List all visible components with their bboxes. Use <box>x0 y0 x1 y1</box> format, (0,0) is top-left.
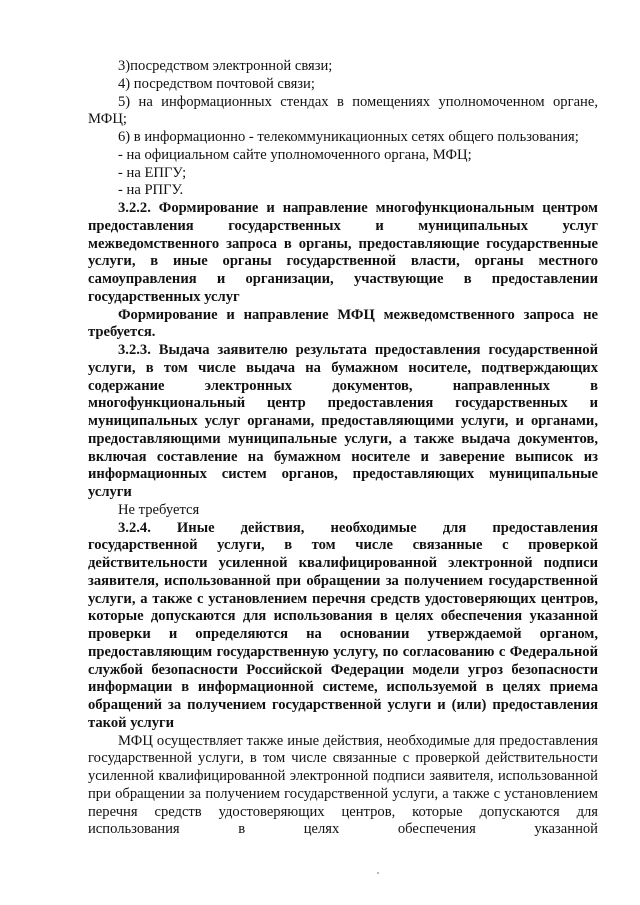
list-item-postal: 4) посредством почтовой связи; <box>118 75 315 92</box>
section-3-2-4-text: МФЦ осуществляет также иные действия, необходимые для предоставления государственной услуги, в том числе связанные с проверкой действительности усиленной квалифицированной электронной подписи заявителя, использованной при обращении за получением государственной услуги, а также с установлением перечня средств удостоверяющих центров, которые допускаются для использования в целях обеспечения указанной <box>88 732 598 838</box>
section-3-2-4-heading: 3.2.4. Иные действия, необходимые для предоставления государственной услуги, в том числе связанные с проверкой действительности усиленной квалифицированной электронной подписи заявителя, использованной при обращении за получением государственной услуги, а также с установлением перечня средств удостоверяющих центров, которые допускаются для использования в целях обеспечения указанной проверки и определяются на основании утверждаемой органом, предоставляющим государственную услугу, по согласованию с Федеральной службой безопасности Российской Федерации модели угроз безопасности информации в информационной системе, используемой в целях приема обращений за получением государственной услуги и (или) предоставления такой услуги <box>88 519 598 731</box>
list-item-epgu: - на ЕПГУ; <box>118 164 187 181</box>
section-3-2-3-text: Не требуется <box>118 501 200 518</box>
list-item-electronic: 3)посредством электронной связи; <box>118 58 333 74</box>
section-3-2-2-text: Формирование и направление МФЦ межведомственного запроса не требуется. <box>88 306 598 341</box>
document-page <box>88 58 598 839</box>
list-item-rpgu: - на РПГУ. <box>118 182 184 199</box>
scan-speck <box>377 872 379 874</box>
section-3-2-2-heading: 3.2.2. Формирование и направление многофункциональным центром предоставления государственных и муниципальных услуг межведомственного запроса в органы, предоставляющие государственные услуги, в иные органы государственной власти, органы местного самоуправления и организации, участвующие в предоставлении государственных услуг <box>88 200 598 305</box>
list-item-networks: 6) в информационно - телекоммуникационных сетях общего пользования; <box>118 129 579 145</box>
list-item-official-site: - на официальном сайте уполномоченного органа, МФЦ; <box>118 146 472 163</box>
list-item-stands: 5) на информационных стендах в помещениях уполномоченном органе, МФЦ; <box>88 93 598 128</box>
section-3-2-3-heading: 3.2.3. Выдача заявителю результата предоставления государственной услуги, в том числе выдача на бумажном носителе, подтверждающих содержание электронных документов, направленных в многофункциональный центр предоставления государственных и муниципальных услуг органами, предоставляющими услуги, и органами, предоставляющими муниципальные услуги, а также выдача документов, включая составление на бумажном носителе и заверение выписок из информационных систем органов, предоставляющих муниципальные услуги <box>88 342 598 500</box>
